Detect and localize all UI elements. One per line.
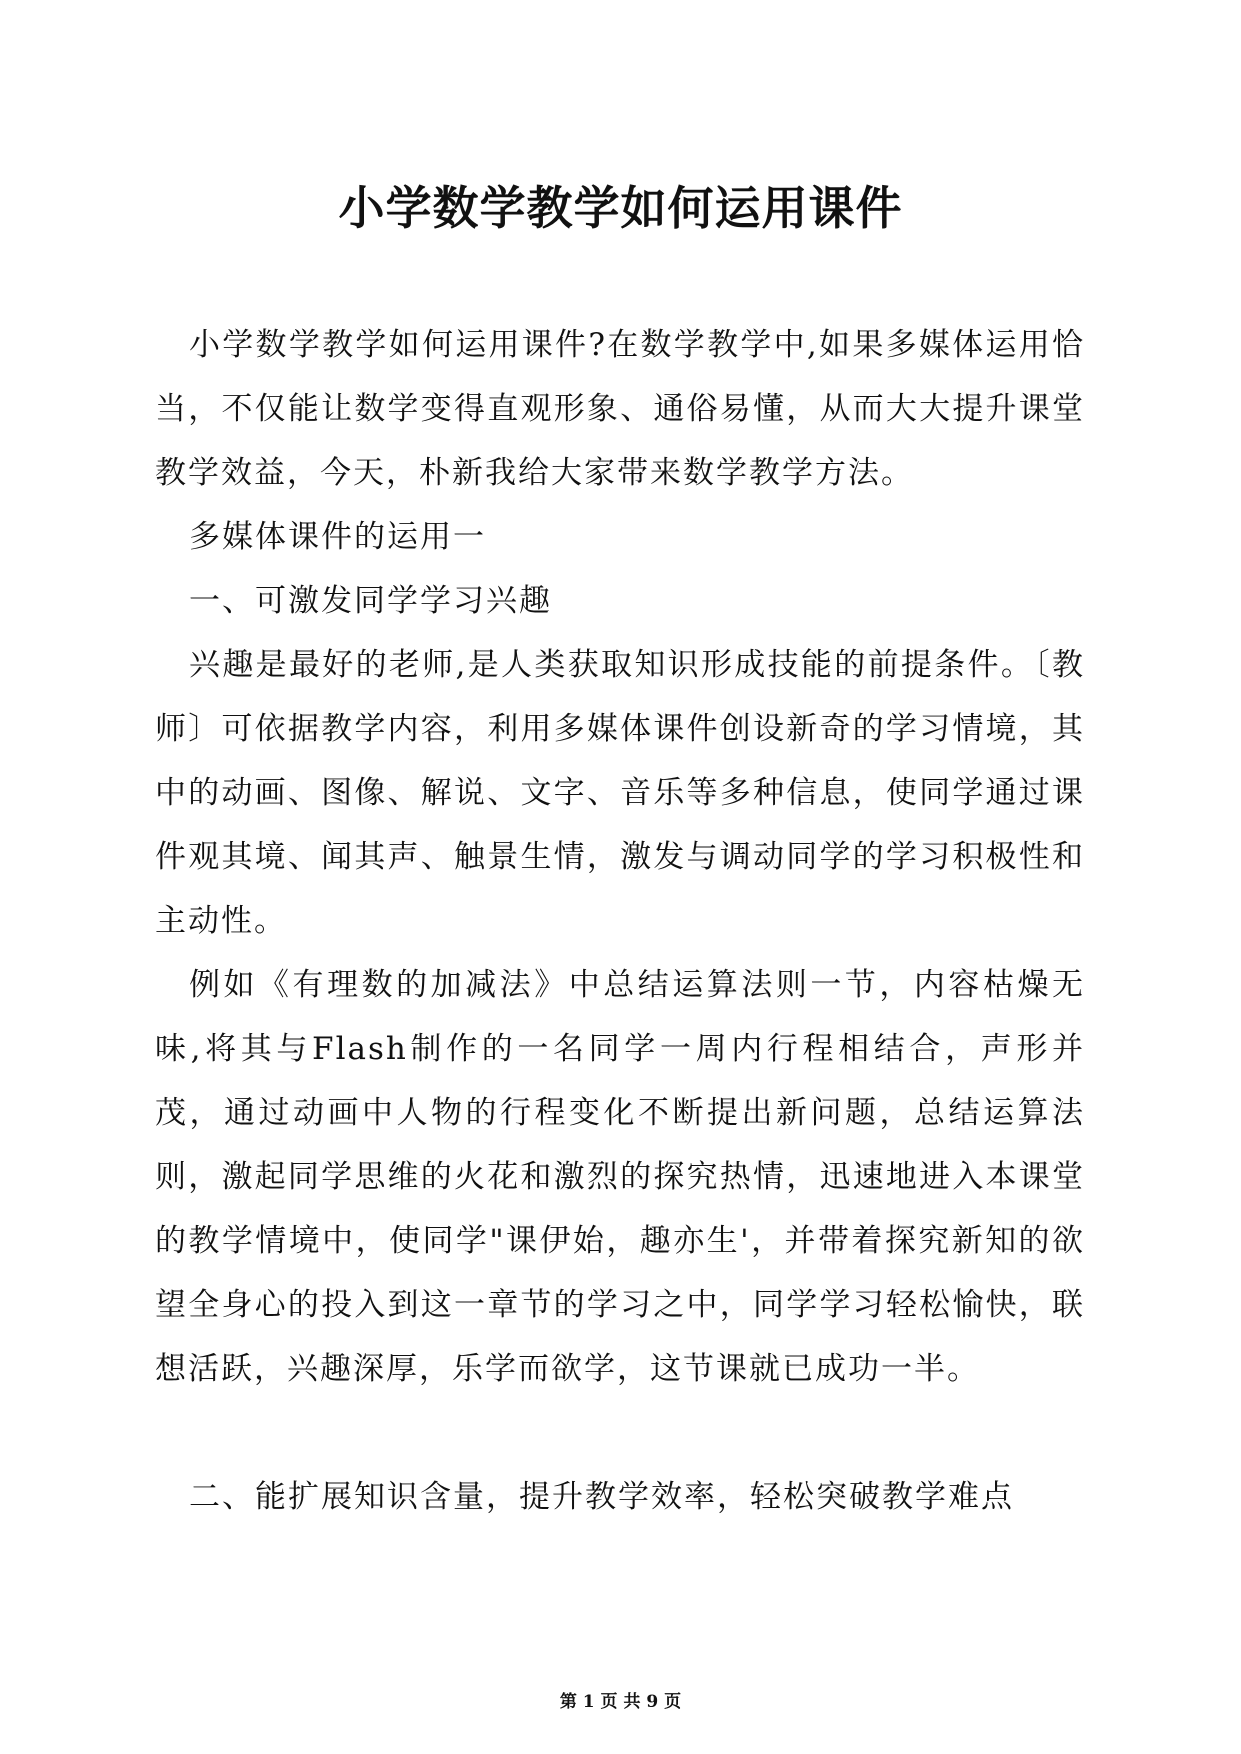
subheading-knowledge: 二、能扩展知识含量，提升教学效率，轻松突破教学难点 xyxy=(189,1479,1014,1515)
document-title: 小学数学教学如何运用课件 xyxy=(338,181,903,235)
paragraph-intro: 小学数学教学如何运用课件?在数学教学中,如果多媒体运用恰当，不仅能让数学变得直观形象、通俗易懂，从而大大提升课堂教学效益，今天，朴新我给大家带来数学教学方法。 xyxy=(155,327,1085,491)
document-body xyxy=(155,313,1085,1529)
paragraph-example: 例如《有理数的加减法》中总结运算法则一节，内容枯燥无味,将其与Flash制作的一名同学一周内行程相结合，声形并茂，通过动画中人物的行程变化不断提出新问题，总结运算法则，激起同学思维的火花和激烈的探究热情，迅速地进入本课堂的教学情境中，使同学"课伊始，趣亦生'，并带着探究新知的欲望全身心的投入到这一章节的学习之中，同学学习轻松愉快，联想活跃，兴趣深厚，乐学而欲学，这节课就已成功一半。 xyxy=(155,967,1085,1387)
subheading-interest: 一、可激发同学学习兴趣 xyxy=(189,583,552,619)
page-footer: 第 1 页 共 9 页 xyxy=(559,1692,682,1712)
section-heading-usage-one: 多媒体课件的运用一 xyxy=(189,519,486,555)
paragraph-interest: 兴趣是最好的老师,是人类获取知识形成技能的前提条件。〔教师〕可依据教学内容，利用多媒体课件创设新奇的学习情境，其中的动画、图像、解说、文字、音乐等多种信息，使同学通过课件观其境、闻其声、触景生情，激发与调动同学的学习积极性和主动性。 xyxy=(155,647,1085,939)
